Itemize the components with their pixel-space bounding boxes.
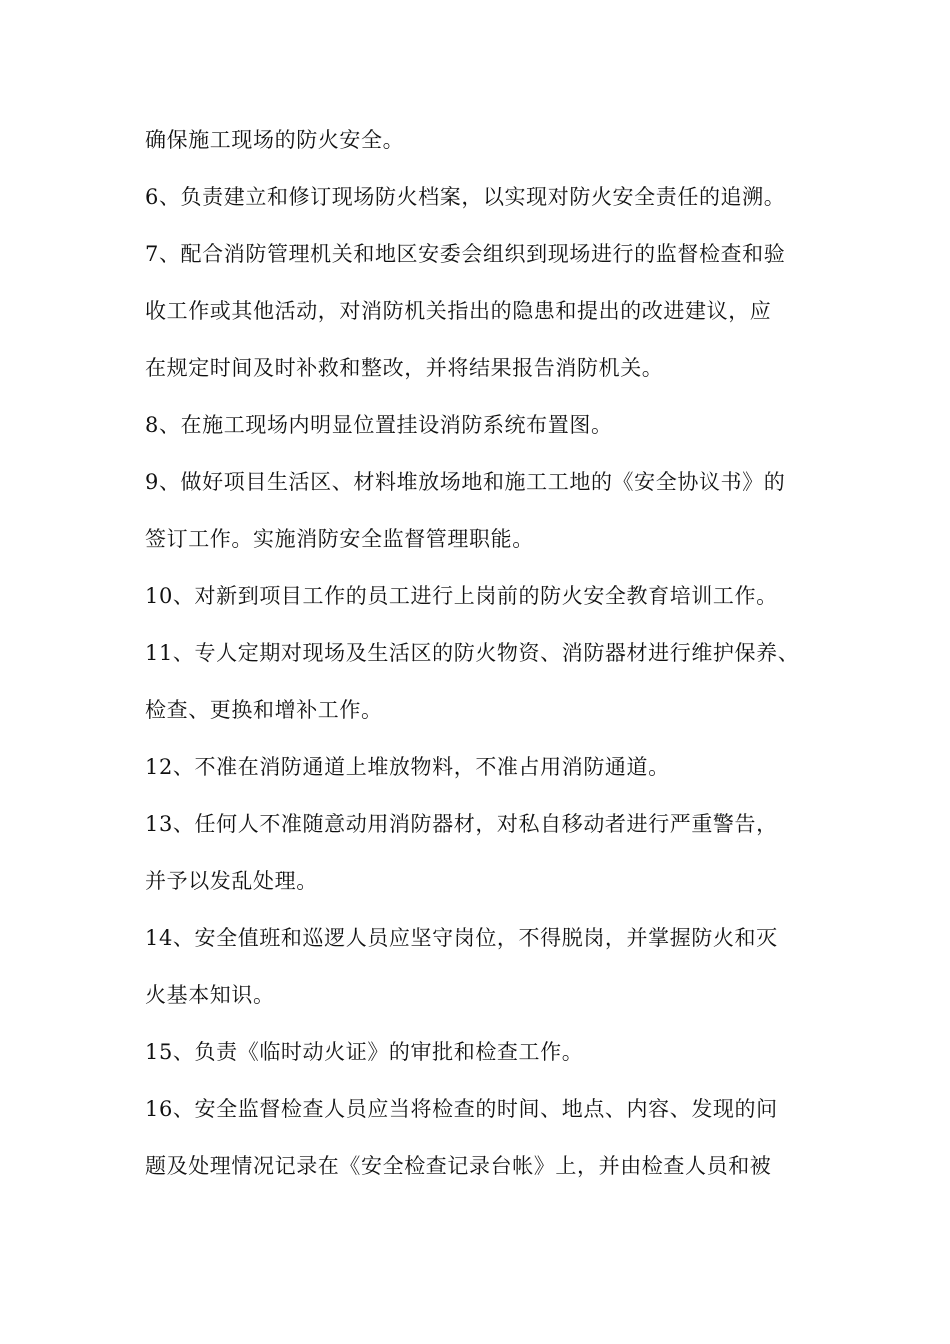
text-line: 在规定时间及时补救和整改，并将结果报告消防机关。 [145,356,664,380]
text-line: 11、专人定期对现场及生活区的防火物资、消防器材进行维护保养、 [145,641,800,665]
text-line: 收工作或其他活动，对消防机关指出的隐患和提出的改进建议，应 [145,299,772,323]
text-line: 7、配合消防管理机关和地区安委会组织到现场进行的监督检查和验 [145,242,786,266]
text-line: 15、负责《临时动火证》的审批和检查工作。 [145,1040,584,1064]
text-line: 13、任何人不准随意动用消防器材，对私自移动者进行严重警告， [145,812,778,836]
text-line: 6、负责建立和修订现场防火档案，以实现对防火安全责任的追溯。 [145,185,786,209]
text-line: 9、做好项目生活区、材料堆放场地和施工工地的《安全协议书》的 [145,470,786,494]
text-line: 签订工作。实施消防安全监督管理职能。 [145,527,534,551]
text-line: 检查、更换和增补工作。 [145,698,383,722]
text-line: 题及处理情况记录在《安全检查记录台帐》上，并由检查人员和被 [145,1154,772,1178]
text-line: 确保施工现场的防火安全。 [145,128,405,152]
text-line: 12、不准在消防通道上堆放物料，不准占用消防通道。 [145,755,670,779]
text-line: 14、安全值班和巡逻人员应坚守岗位，不得脱岗，并掌握防火和灭 [145,926,778,950]
text-line: 8、在施工现场内明显位置挂设消防系统布置图。 [145,413,613,437]
text-line: 火基本知识。 [145,983,275,1007]
text-line: 并予以发乱处理。 [145,869,318,893]
text-line: 16、安全监督检查人员应当将检查的时间、地点、内容、发现的问 [145,1097,778,1121]
text-line: 10、对新到项目工作的员工进行上岗前的防火安全教育培训工作。 [145,584,778,608]
